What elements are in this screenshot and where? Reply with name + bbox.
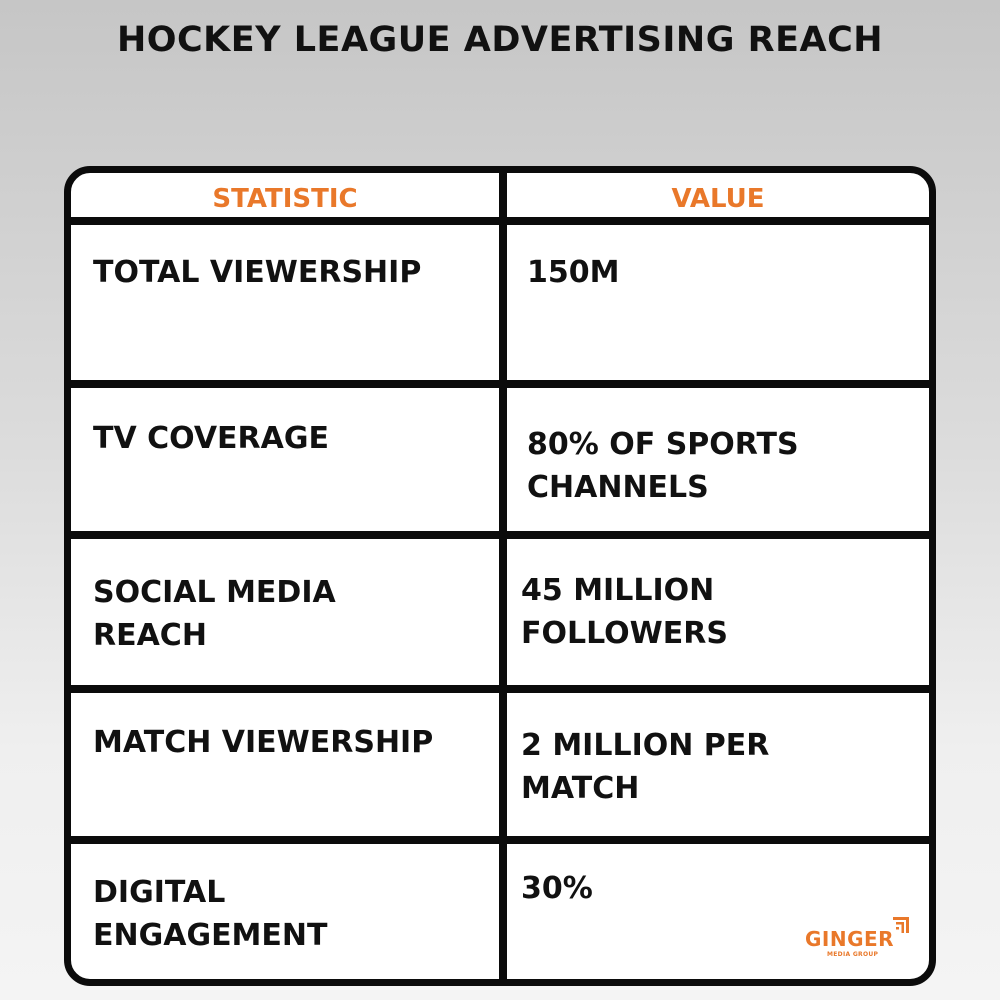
value-cell: 80% OF SPORTS CHANNELS <box>527 427 799 505</box>
row-divider <box>71 685 929 693</box>
row-divider <box>71 531 929 539</box>
value-cell: 150M <box>527 255 620 290</box>
logo-subtitle: MEDIA GROUP <box>827 951 879 958</box>
header-statistic: STATISTIC <box>212 184 358 214</box>
statistic-cell: DIGITAL ENGAGEMENT <box>93 875 328 953</box>
statistic-cell: MATCH VIEWERSHIP <box>93 725 434 760</box>
value-cell: 30% <box>521 871 593 906</box>
row-divider <box>71 836 929 844</box>
row-divider <box>71 380 929 388</box>
ginger-media-logo <box>805 917 915 967</box>
stats-table <box>64 166 936 986</box>
statistic-cell: SOCIAL MEDIA REACH <box>93 575 336 653</box>
logo-bars-icon <box>893 917 909 933</box>
column-divider <box>499 173 507 979</box>
logo-wordmark: GINGER <box>805 927 895 951</box>
header-value: VALUE <box>671 184 765 214</box>
value-cell: 45 MILLION FOLLOWERS <box>521 573 728 651</box>
statistic-cell: TOTAL VIEWERSHIP <box>93 255 422 290</box>
statistic-cell: TV COVERAGE <box>93 421 329 456</box>
page-title: HOCKEY LEAGUE ADVERTISING REACH <box>116 20 884 60</box>
value-cell: 2 MILLION PER MATCH <box>521 728 770 806</box>
